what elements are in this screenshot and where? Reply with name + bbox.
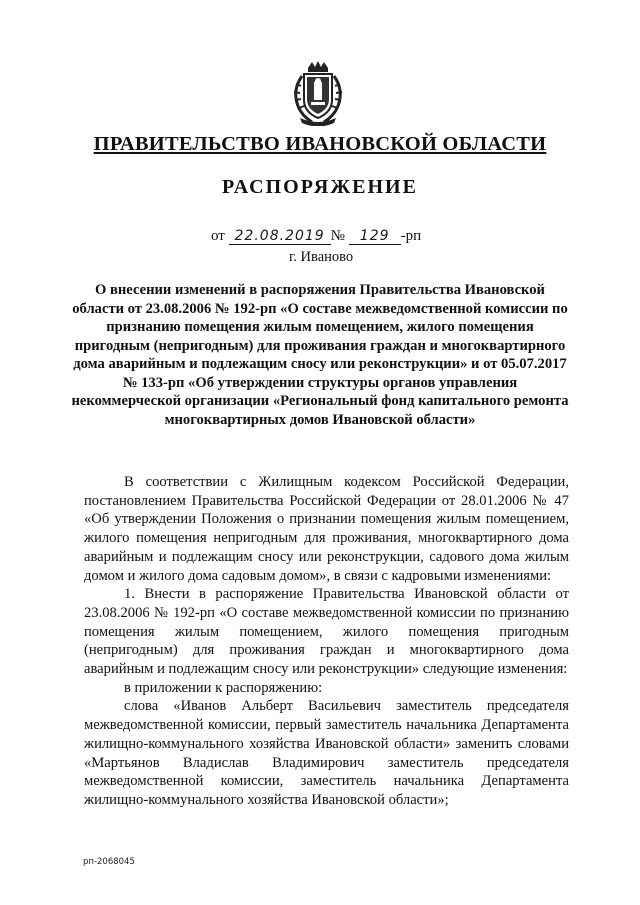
document-body bbox=[84, 473, 569, 810]
document-heading: О внесении изменений в распоряжения Правительства Ивановской области от 23.08.2006 № 192-рп «О составе межведомственной комиссии по признанию помещения жилым помещением, жилого помещения пригодным (непригодным) для проживания граждан и многоквартирного дома аварийным и подлежащим сносу или реконструкции» и от 05.07.2017 № 133-рп «Об утверждении структуры органов управления некоммерческой организации «Региональный фонд капитального ремонта многоквартирных домов Ивановской области» bbox=[71, 282, 569, 428]
date-prefix: от bbox=[211, 228, 225, 244]
paragraph-basis: В соответствии с Жилищным кодексом Российской Федерации, постановлением Правительства Российской Федерации от 28.01.2006 № 47 «Об утверждении Положения о признании помещения жилым помещением, жилого помещения непригодным для проживания, многоквартирного дома аварийным и подлежащим сносу или реконструкции, садового дома жилым домом и жилого дома садовым домом», в связи с кадровыми изменениями: bbox=[84, 474, 569, 584]
number-prefix: № bbox=[330, 228, 345, 244]
paragraph-item-1: 1. Внести в распоряжение Правительства Ивановской области от 23.08.2006 № 192-рп «О составе межведомственной комиссии по признанию помещения жилым помещением, жилого помещения пригодным (непригодным) для проживания граждан и многоквартирного дома аварийным и подлежащим сносу или реконструкции» следующие изменения: bbox=[84, 586, 569, 678]
document-date: 22.08.2019 bbox=[229, 228, 331, 245]
date-number-line bbox=[211, 228, 421, 245]
city: г. Иваново bbox=[289, 249, 354, 265]
number-suffix: -рп bbox=[400, 228, 422, 244]
document-type: РАСПОРЯЖЕНИЕ bbox=[222, 176, 418, 198]
paragraph-appendix: в приложении к распоряжению: bbox=[124, 679, 323, 696]
document-code: рп-2068045 bbox=[83, 857, 135, 867]
government-title: ПРАВИТЕЛЬСТВО ИВАНОВСКОЙ ОБЛАСТИ bbox=[93, 133, 547, 155]
document-number: 129 bbox=[349, 228, 401, 245]
paragraph-replacement: слова «Иванов Альберт Васильевич заместитель председателя межведомственной комиссии, первый заместитель начальника Департамента жилищно-коммунального хозяйства Ивановской области» заменить словами «Мартьянов Владислав Владимирович заместитель председателя межведомственной комиссии, заместитель начальника Департамента жилищно-коммунального хозяйства Ивановской области»; bbox=[84, 698, 569, 808]
coat-of-arms-icon bbox=[290, 60, 346, 126]
